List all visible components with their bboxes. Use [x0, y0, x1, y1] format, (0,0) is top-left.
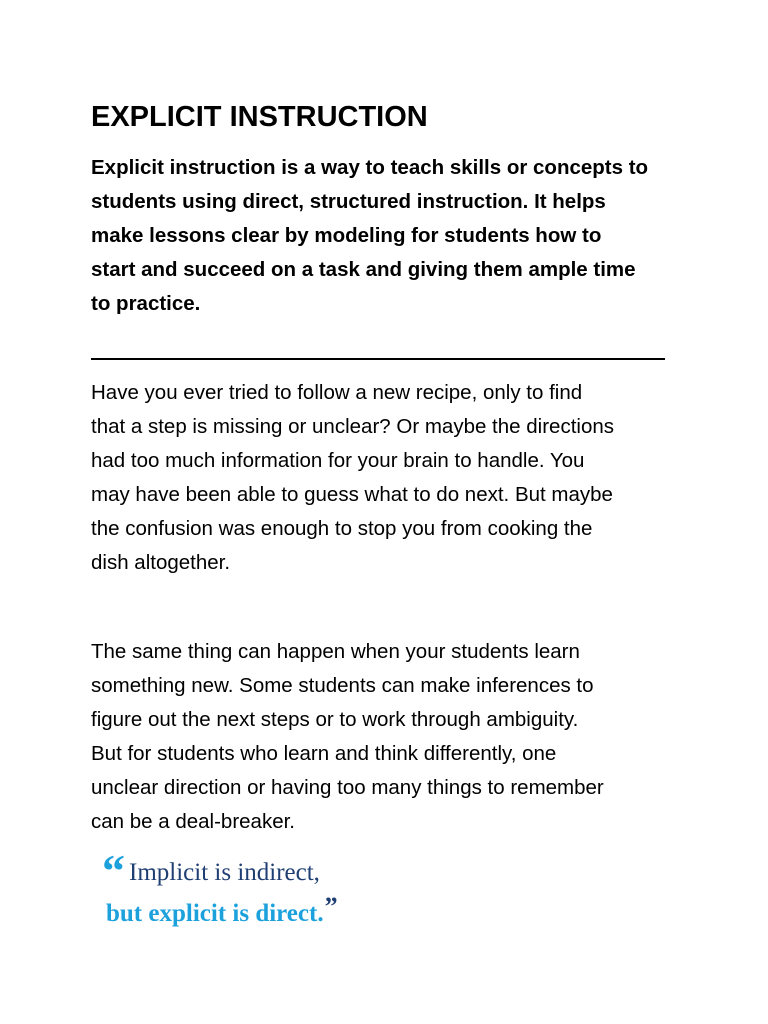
paragraph-line: can be a deal-breaker. [91, 810, 295, 833]
intro-line: start and succeed on a task and giving them ample time [91, 258, 636, 281]
paragraph-line: But for students who learn and think differently, one [91, 742, 557, 765]
quote-text-explicit: but explicit is direct. [106, 900, 324, 927]
paragraph-line: The same thing can happen when your students learn [91, 640, 580, 663]
paragraph-line: the confusion was enough to stop you from cooking the [91, 517, 593, 540]
close-quote-mark: ” [324, 892, 338, 921]
paragraph-line: may have been able to guess what to do next. But maybe [91, 483, 613, 506]
paragraph-line: dish altogether. [91, 551, 231, 574]
open-quote-mark: “ [102, 845, 125, 896]
pull-quote [102, 845, 338, 931]
paragraph-line: something new. Some students can make inferences to [91, 674, 594, 697]
intro-line: make lessons clear by modeling for students how to [91, 224, 602, 247]
paragraph-line: unclear direction or having too many things to remember [91, 776, 604, 799]
paragraph-line: that a step is missing or unclear? Or maybe the directions [91, 415, 614, 438]
intro-paragraph [91, 151, 691, 321]
paragraph-line: figure out the next steps or to work through ambiguity. [91, 708, 579, 731]
quote-text-implicit: Implicit is indirect, [129, 859, 320, 886]
body-paragraph-students [91, 635, 691, 839]
paragraph-line: Have you ever tried to follow a new recipe, only to find [91, 381, 583, 404]
horizontal-divider [91, 358, 665, 360]
intro-line: to practice. [91, 292, 201, 315]
intro-line: Explicit instruction is a way to teach skills or concepts to [91, 156, 649, 179]
document-title: EXPLICIT INSTRUCTION [91, 101, 428, 133]
intro-line: students using direct, structured instruction. It helps [91, 190, 606, 213]
quote-line-2 [102, 890, 338, 931]
quote-line-1 [102, 845, 338, 896]
paragraph-line: had too much information for your brain to handle. You [91, 449, 585, 472]
body-paragraph-recipe [91, 376, 691, 580]
